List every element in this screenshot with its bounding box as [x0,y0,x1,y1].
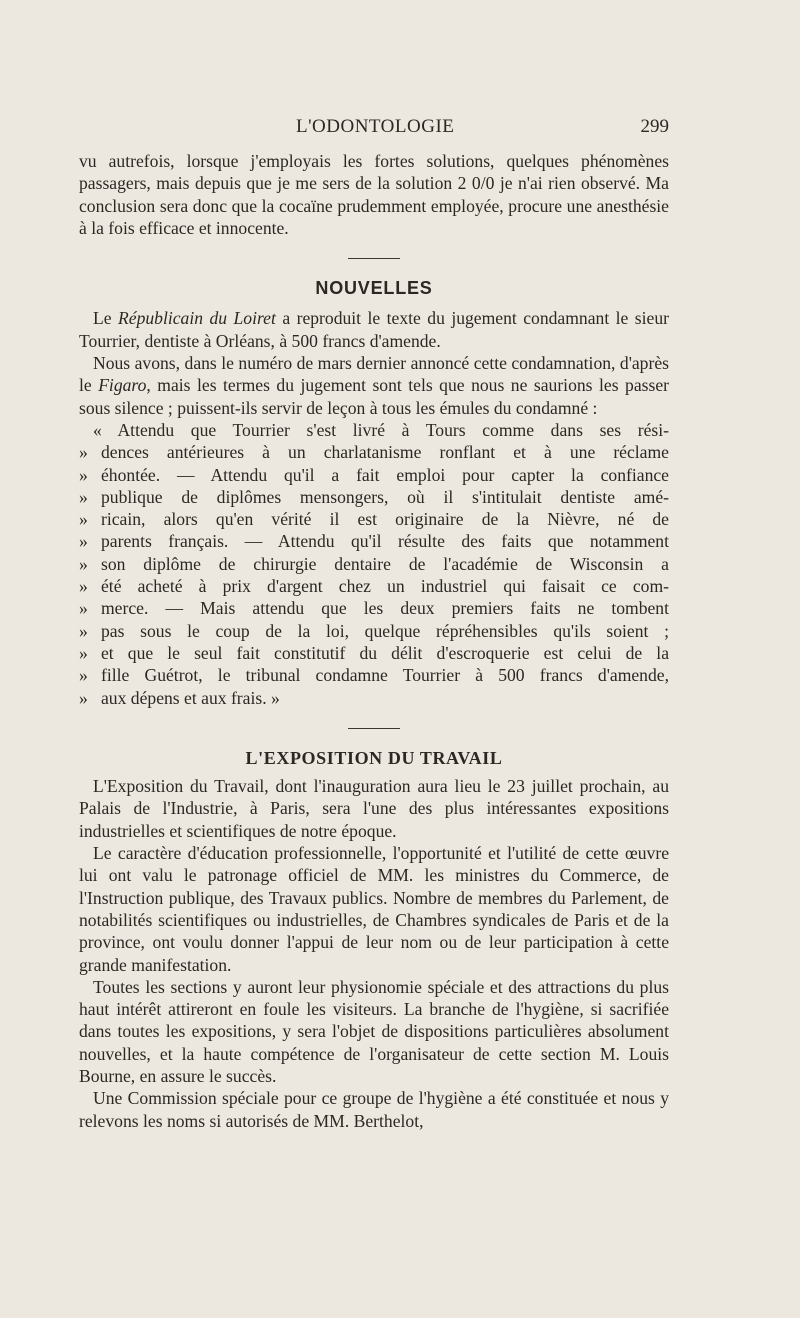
quote-line [79,486,669,508]
quote-mark: » [79,531,88,552]
exposition-paragraph: Le caractère d'éducation professionnelle, l'opportunité et l'utilité de cette œuvre lui ont valu le patronage officiel de MM. les ministres du Commerce, de l'Instruction publique, des Travaux publics. Nombre de membres du Parlement, de notabilités scientifiques ou industrielles, de Chambres syndicales de Paris et de la province, ont voulu donner l'appui de leur nom ou de leur participation à cette grande manifestation. [79,843,669,975]
quote-text: parents français. — Attendu qu'il résulte des faits que notamment [101,531,669,552]
quote-line [79,464,669,486]
quote-line [79,642,669,664]
journal-title-figaro: Figaro [98,375,147,396]
quote-line [79,441,669,463]
section-title-nouvelles: NOUVELLES [315,278,433,299]
quote-first-line: « Attendu que Tourrier s'est livré à Tours comme dans ses rési- [93,419,669,440]
quote-line [79,664,669,686]
body-text [79,150,669,1132]
exposition-paragraph: Une Commission spéciale pour ce groupe de l'hygiène a été constituée et nous y relevons les noms si autorisés de MM. Berthelot, [79,1088,669,1131]
quote-line [79,508,669,530]
quote-text: merce. — Mais attendu que les deux premiers faits ne tombent [101,598,669,619]
exposition-paragraph: Toutes les sections y auront leur physionomie spéciale et des attractions du plus haut intérêt attireront en foule les visiteurs. La branche de l'hygiène, si sacrifiée dans toutes les expositions, y sera l'objet de dispositions particulières absolument nouvelles, et la haute compétence de l'organisateur de cette section M. Louis Bourne, en assure le succès. [79,976,669,1086]
quote-text: ricain, alors qu'en vérité il est originaire de la Nièvre, né de [101,509,669,530]
quote-mark: » [79,576,88,597]
quote-text: aux dépens et aux frais. » [101,687,280,708]
quote-mark: » [79,553,88,574]
exposition-paragraph: L'Exposition du Travail, dont l'inauguration aura lieu le 23 juillet prochain, au Palais de l'Industrie, à Paris, sera l'une des plus intéressantes expositions industrielles et scientifiques de notre époque. [79,776,669,841]
quote-text: été acheté à prix d'argent chez un industriel qui faisait ce com- [101,576,669,597]
nouvelles-paragraph-1 [79,307,669,352]
quote-mark: » [79,464,88,485]
paragraph-rest: a reproduit le texte du jugement condamnant le sieur Tourrier, dentiste à Orléans, à 500 francs d'amende. [79,308,670,351]
quote-text: fille Guétrot, le tribunal condamne Tourrier à 500 francs d'amende, [101,665,669,686]
nouvelles-paragraph-2 [79,352,669,419]
quote-line [79,620,669,642]
quote-mark: » [79,509,88,530]
page-header [0,116,800,140]
quote-line [79,575,669,597]
section-divider [348,728,400,729]
quote-mark: » [79,486,88,507]
quote-line [79,553,669,575]
paragraph-after: , mais les termes du jugement sont tels que nous ne saurions les passer sous silence ; puissent-ils servir de leçon à tous les émules du condamné : [79,375,669,418]
section-title-exposition: L'EXPOSITION DU TRAVAIL [245,747,503,768]
quote-mark: » [79,665,88,686]
quote-line [79,597,669,619]
court-judgment-quote [79,419,669,709]
quote-text: pas sous le coup de la loi, quelque répréhensibles qu'ils soient ; [101,620,669,641]
quote-mark: » [79,442,88,463]
page-number: 299 [640,116,669,137]
quote-text: et que le seul fait constitutif du délit d'escroquerie est celui de la [101,642,669,663]
quote-text: éhontée. — Attendu qu'il a fait emploi pour capter la confiance [101,464,669,485]
quote-mark: » [79,620,88,641]
intro-paragraph: vu autrefois, lorsque j'employais les fortes solutions, quelques phénomènes passagers, mais depuis que je me sers de la solution 2 0/0 je n'ai rien observé. Ma conclusion sera donc que la cocaïne prudemment employée, procure une anesthésie à la fois efficace et innocente. [79,151,669,238]
quote-mark: » [79,642,88,663]
running-title: L'ODONTOLOGIE [296,116,455,137]
section-divider [348,258,400,259]
quote-line [79,687,669,709]
quote-text: dences antérieures à un charlatanisme ronflant et à une réclame [101,442,669,463]
quote-mark: » [79,598,88,619]
paragraph-before: Nous avons, dans le numéro de mars dernier annoncé cette condamnation, d'après le [79,353,669,396]
journal-title-republicain: Républicain du Loiret [118,308,276,329]
quote-text: publique de diplômes mensongers, où il s'intitulait dentiste amé- [101,486,669,507]
quote-line [79,530,669,552]
quote-text: son diplôme de chirurgie dentaire de l'académie de Wisconsin a [101,553,669,574]
quote-mark: » [79,687,88,708]
paragraph-lead: Le [93,308,112,329]
